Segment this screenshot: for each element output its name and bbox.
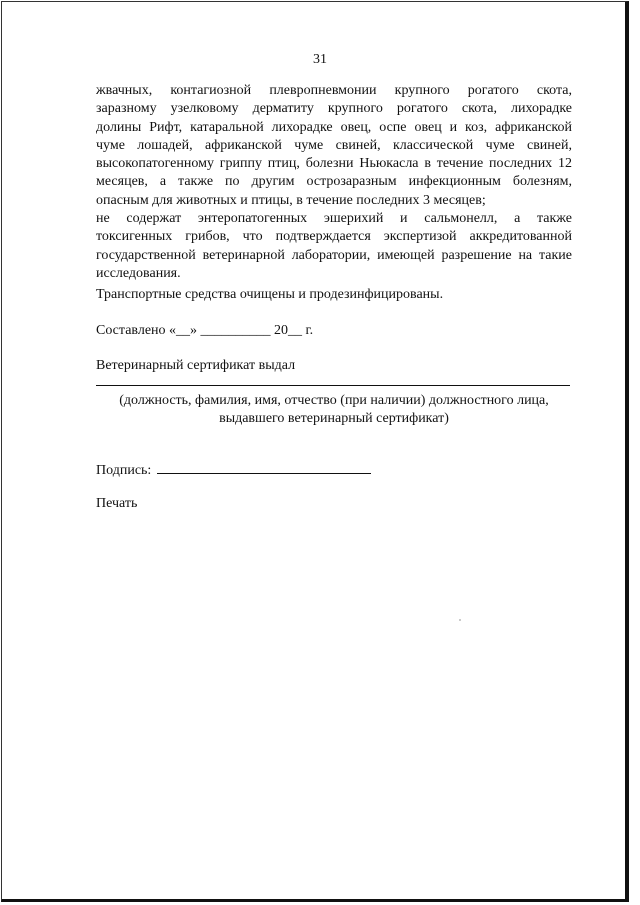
body-line: месяцев, а также по другим острозаразным инфекционным болезням, [96, 174, 572, 190]
caption-line: (должность, фамилия, имя, отчество (при наличии) должностного лица, [119, 393, 549, 408]
composed-date-line: Составлено «__» __________ 20__ г. [96, 323, 314, 338]
body-line: не содержат энтеропатогенных эшерихий и сальмонелл, а также [96, 211, 572, 227]
certificate-issued-label: Ветеринарный сертификат выдал [96, 358, 296, 373]
signature-label: Подпись: [96, 463, 152, 478]
official-fill-line [96, 385, 570, 386]
body-line: чуме лошадей, африканской чуме свиней, классической чуме свиней, [96, 137, 572, 153]
stamp-label: Печать [96, 496, 138, 511]
official-caption [96, 392, 572, 428]
body-text [96, 82, 572, 283]
body-line: жвачных, контагиозной плевропневмонии крупного рогатого скота, [96, 83, 572, 98]
body-line: долины Рифт, катаральной лихорадке овец, оспе овец и коз, африканской [96, 119, 572, 135]
body-line: государственной ветеринарной лаборатории, имеющей разрешение на такие [96, 247, 572, 263]
body-line: заразному узелковому дерматиту крупного рогатого скота, лихорадке [96, 101, 572, 117]
body-line: высокопатогенному гриппу птиц, болезни Ньюкасла в течение последних 12 [96, 156, 572, 172]
scan-speck [459, 619, 461, 621]
transport-statement: Транспортные средства очищены и продезинфицированы. [96, 287, 444, 302]
body-line: токсигенных грибов, что подтверждается экспертизой аккредитованной [96, 229, 572, 245]
body-line: опасным для животных и птицы, в течение последних 3 месяцев; [96, 192, 486, 208]
body-line: исследования. [96, 265, 181, 281]
signature-row [96, 461, 371, 479]
caption-line: выдавшего ветеринарный сертификат) [219, 411, 449, 426]
signature-line [157, 461, 371, 474]
page-number: 31 [313, 52, 327, 67]
